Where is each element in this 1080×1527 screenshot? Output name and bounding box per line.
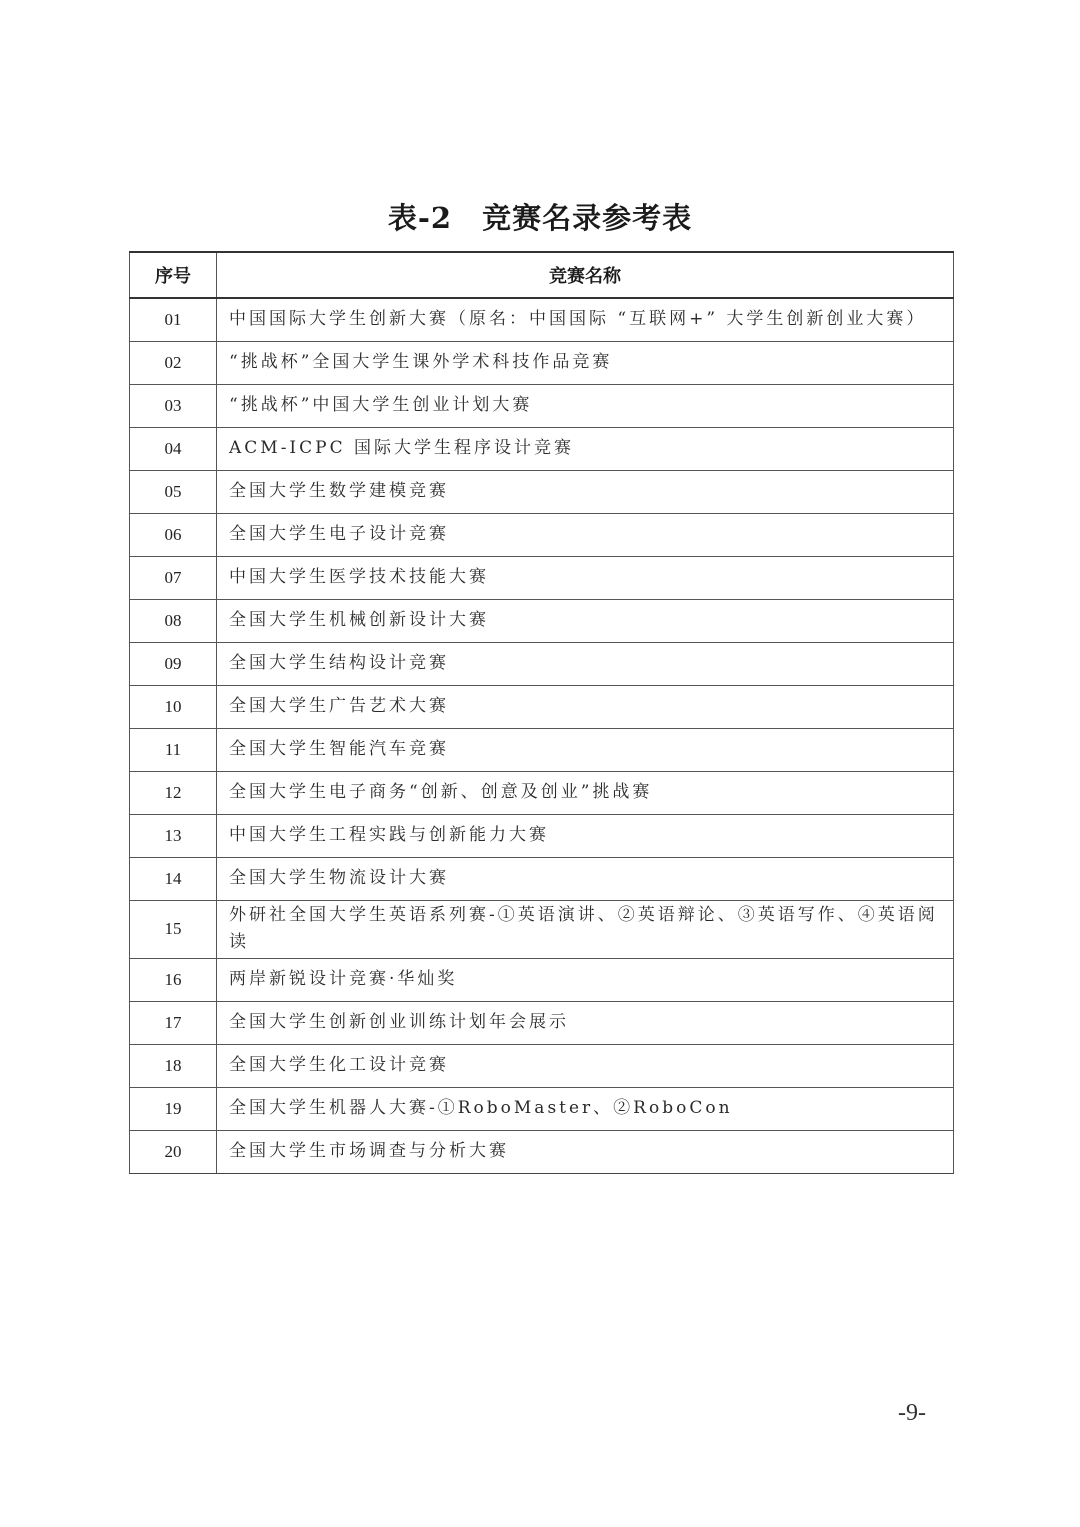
table-row <box>130 470 954 513</box>
row-competition-name: 中国大学生医学技术技能大赛 <box>217 556 954 599</box>
row-competition-name: 全国大学生智能汽车竞赛 <box>217 728 954 771</box>
table-row <box>130 685 954 728</box>
row-competition-name: 中国国际大学生创新大赛（原名：中国国际 “互联网+” 大学生创新创业大赛） <box>217 298 954 341</box>
table-row <box>130 298 954 341</box>
row-competition-name: 全国大学生电子商务“创新、创意及创业”挑战赛 <box>217 771 954 814</box>
table-row <box>130 427 954 470</box>
row-number: 02 <box>130 341 217 384</box>
row-number: 01 <box>130 298 217 341</box>
row-number: 05 <box>130 470 217 513</box>
table-row <box>130 642 954 685</box>
table-row <box>130 771 954 814</box>
row-competition-name: 全国大学生电子设计竞赛 <box>217 513 954 556</box>
table-header-row <box>130 252 954 298</box>
row-number: 13 <box>130 814 217 857</box>
row-number: 09 <box>130 642 217 685</box>
row-number: 10 <box>130 685 217 728</box>
table-row <box>130 513 954 556</box>
row-competition-name: ACM-ICPC 国际大学生程序设计竞赛 <box>217 427 954 470</box>
row-competition-name: “挑战杯”全国大学生课外学术科技作品竞赛 <box>217 341 954 384</box>
table-row <box>130 341 954 384</box>
competition-table <box>129 251 954 1174</box>
row-competition-name: 全国大学生广告艺术大赛 <box>217 685 954 728</box>
header-competition-name: 竞赛名称 <box>217 252 954 298</box>
row-competition-name: 全国大学生市场调查与分析大赛 <box>217 1130 954 1173</box>
table-row <box>130 958 954 1001</box>
table-row <box>130 1001 954 1044</box>
row-number: 17 <box>130 1001 217 1044</box>
table-row <box>130 1130 954 1173</box>
row-competition-name: “挑战杯”中国大学生创业计划大赛 <box>217 384 954 427</box>
row-competition-name: 全国大学生化工设计竞赛 <box>217 1044 954 1087</box>
row-competition-name: 全国大学生数学建模竞赛 <box>217 470 954 513</box>
row-number: 04 <box>130 427 217 470</box>
table-row <box>130 599 954 642</box>
row-competition-name: 外研社全国大学生英语系列赛-①英语演讲、②英语辩论、③英语写作、④英语阅读 <box>217 900 954 958</box>
table-row <box>130 857 954 900</box>
row-number: 08 <box>130 599 217 642</box>
row-competition-name: 全国大学生机器人大赛-①RoboMaster、②RoboCon <box>217 1087 954 1130</box>
row-number: 19 <box>130 1087 217 1130</box>
table-row <box>130 1087 954 1130</box>
table-row <box>130 728 954 771</box>
row-number: 14 <box>130 857 217 900</box>
table-row <box>130 814 954 857</box>
row-number: 12 <box>130 771 217 814</box>
table-row <box>130 900 954 958</box>
table-row <box>130 1044 954 1087</box>
page-title: 表-2 竞赛名录参考表 <box>387 201 693 235</box>
table-row <box>130 556 954 599</box>
header-serial-number: 序号 <box>130 252 217 298</box>
row-competition-name: 全国大学生物流设计大赛 <box>217 857 954 900</box>
row-number: 03 <box>130 384 217 427</box>
row-competition-name: 全国大学生结构设计竞赛 <box>217 642 954 685</box>
row-number: 07 <box>130 556 217 599</box>
table-row <box>130 384 954 427</box>
row-competition-name: 中国大学生工程实践与创新能力大赛 <box>217 814 954 857</box>
row-competition-name: 全国大学生创新创业训练计划年会展示 <box>217 1001 954 1044</box>
page-number: -9- <box>898 1400 926 1426</box>
row-number: 16 <box>130 958 217 1001</box>
row-number: 15 <box>130 900 217 958</box>
row-number: 11 <box>130 728 217 771</box>
row-competition-name: 两岸新锐设计竞赛·华灿奖 <box>217 958 954 1001</box>
row-number: 18 <box>130 1044 217 1087</box>
row-number: 20 <box>130 1130 217 1173</box>
row-competition-name: 全国大学生机械创新设计大赛 <box>217 599 954 642</box>
row-number: 06 <box>130 513 217 556</box>
